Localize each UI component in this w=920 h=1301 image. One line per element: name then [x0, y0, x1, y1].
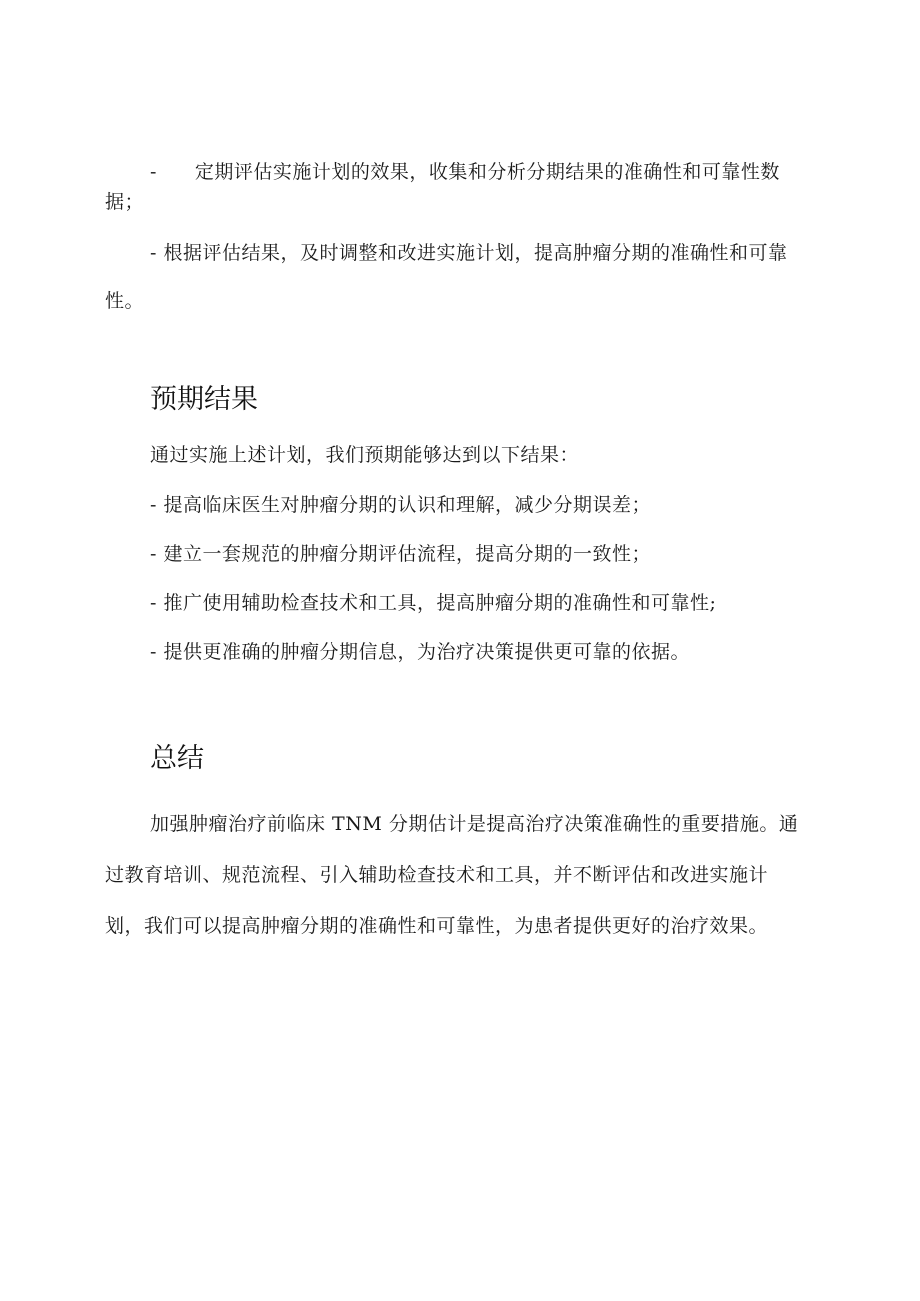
summary-heading: 总结	[150, 743, 204, 774]
item-text: 定期评估实施计划的效果，收集和分析分期结果的准确性和可靠性数据；	[105, 161, 780, 213]
expected-result-item: - 提高临床医生对肿瘤分期的认识和理解，减少分期误差；	[150, 494, 651, 516]
implementation-item-evaluate	[105, 157, 805, 217]
item-dash: -	[150, 161, 157, 183]
expected-result-item: - 推广使用辅助检查技术和工具，提高肿瘤分期的准确性和可靠性;	[150, 592, 717, 614]
expected-results-intro: 通过实施上述计划，我们预期能够达到以下结果：	[150, 444, 580, 466]
expected-results-heading: 预期结果	[150, 384, 258, 415]
summary-paragraph: 加强肿瘤治疗前临床 TNM 分期估计是提高治疗决策准确性的重要措施。通过教育培训、规范流程、引入辅助检查技术和工具，并不断评估和改进实施计划，我们可以提高肿瘤分期的准确性和可靠性，为患者提供更好的治疗效果。	[105, 813, 799, 937]
expected-result-item: - 建立一套规范的肿瘤分期评估流程，提高分期的一致性；	[150, 543, 651, 565]
implementation-item-adjust: - 根据评估结果，及时调整和改进实施计划，提高肿瘤分期的准确性和可靠性。	[105, 242, 788, 312]
expected-result-item: - 提供更准确的肿瘤分期信息，为治疗决策提供更可靠的依据。	[150, 641, 690, 663]
